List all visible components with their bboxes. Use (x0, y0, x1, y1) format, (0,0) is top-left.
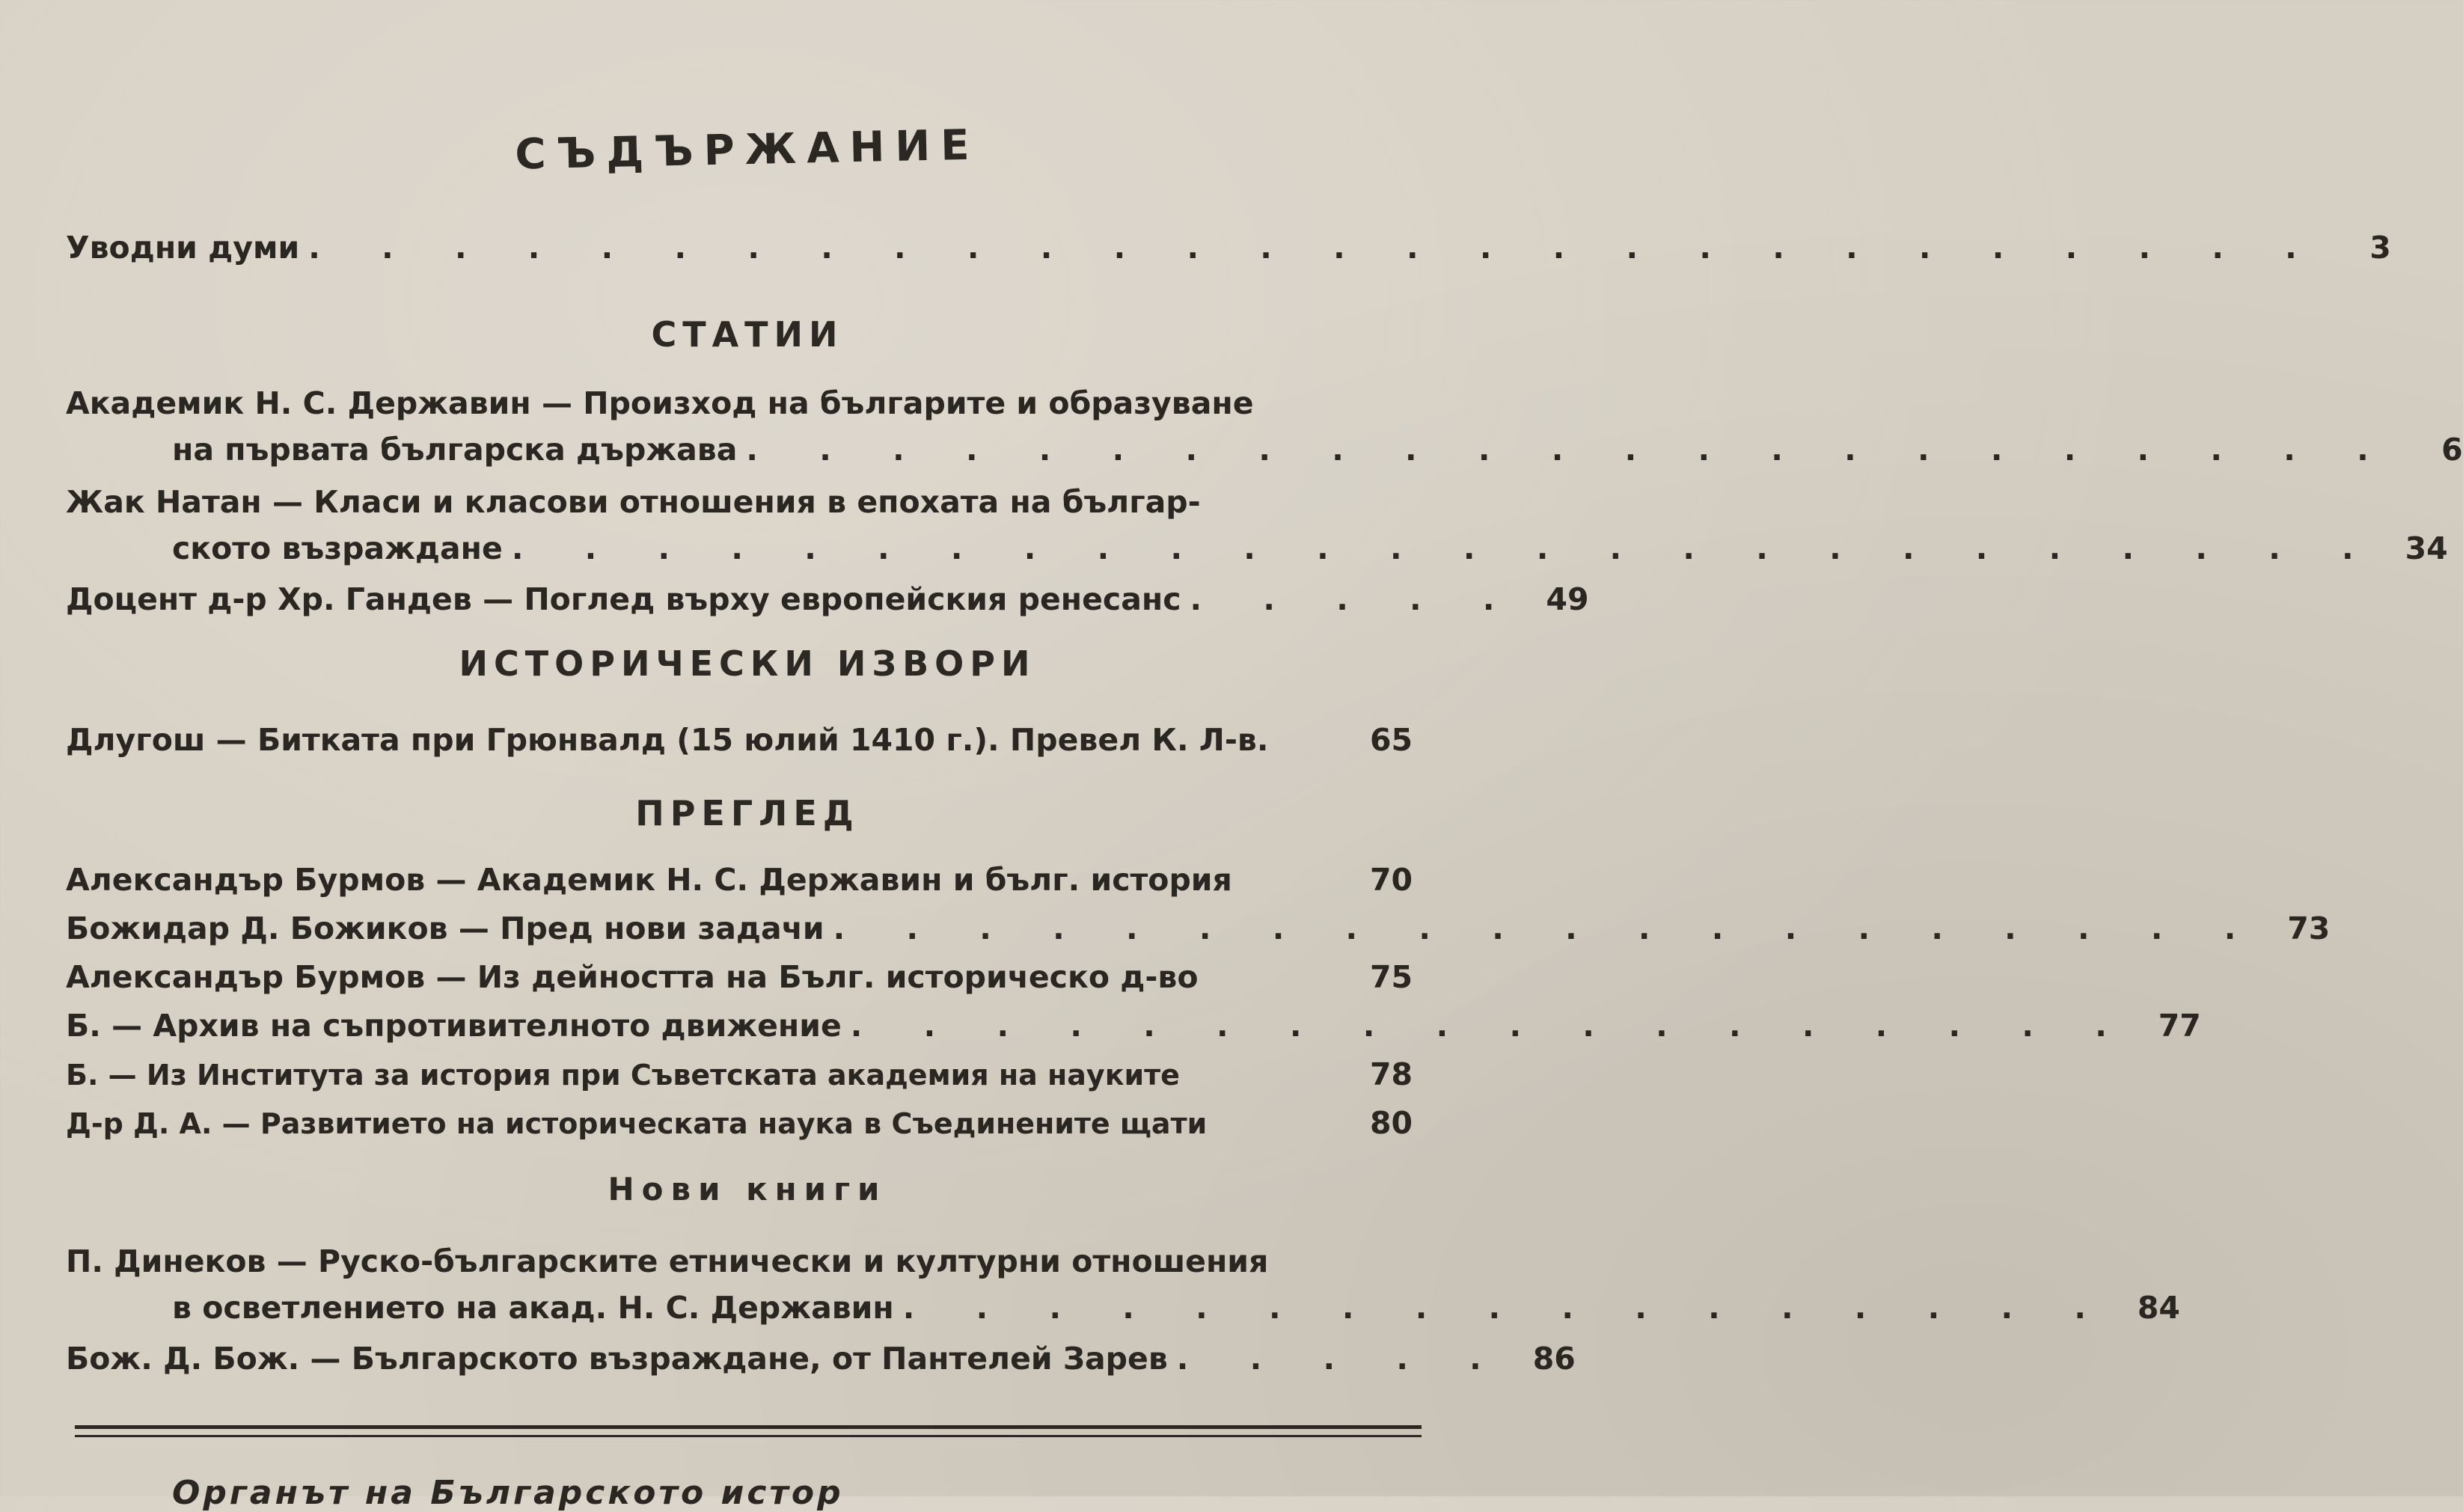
leader-dots: . . . . . . . . . . . . . . . . . . . . . . . (746, 432, 2394, 468)
page-number: 49 (1546, 581, 1589, 617)
toc-entry (66, 1238, 2180, 1331)
entry-text: Божидар Д. Божиков — Пред нови задачи (66, 910, 824, 946)
entry-text: Д-р Д. А. — Развитието на историческата наука в Съединените щати (66, 1107, 1208, 1140)
leader-dots: . . . . . (1176, 1341, 1507, 1377)
divider-rule (75, 1435, 1422, 1437)
toc-entry (66, 380, 2463, 473)
toc-entry (66, 576, 1589, 622)
section-heading-review: ПРЕГЛЕД (635, 793, 860, 833)
leader-dots: . . . . . (1190, 581, 1520, 617)
toc-entry (66, 717, 1413, 763)
entry-text: Уводни думи (66, 230, 300, 266)
page-number: 6 (2441, 432, 2463, 468)
entry-text: Б. — Архив на съпротивителното движение (66, 1008, 842, 1044)
toc-entry (66, 1335, 1576, 1382)
toc-entry (66, 905, 2331, 952)
toc-entry (66, 857, 1413, 903)
section-heading-sources: ИСТОРИЧЕСКИ ИЗВОРИ (459, 643, 1036, 684)
page-number: 80 (1369, 1105, 1413, 1141)
page-number: 34 (2405, 530, 2448, 566)
page-number: 86 (1532, 1341, 1576, 1377)
entry-text: Длугош — Битката при Грюнвалд (15 юлий 1410 г.). Превел К. Л-в. (66, 722, 1269, 758)
divider-rule (75, 1425, 1422, 1429)
toc-entry (66, 479, 2448, 572)
page-number: 78 (1369, 1056, 1413, 1092)
entry-text: Александър Бурмов — Академик Н. С. Державин и бълг. история (66, 862, 1232, 898)
entry-text-cont: на първата българска държава (172, 432, 738, 468)
leader-dots: . . . . . . . . . . . . . . . . . . . . . . . . . . (511, 530, 2379, 566)
entry-text-cont: в осветлението на акад. Н. С. Державин (172, 1290, 894, 1326)
toc-entry (66, 1100, 1413, 1147)
leader-dots: . . . . . . . . . . . . . . . . . (902, 1290, 2111, 1326)
footer-text: Органът на Българското истор (172, 1474, 844, 1512)
entry-text: Б. — Из Института за история при Съветската академия на науките (66, 1059, 1180, 1092)
entry-text: Жак Натан — Класи и класови отношения в епохата на българ- (66, 484, 1201, 520)
entry-text-cont: ското възраждане (172, 530, 503, 566)
entry-text: П. Динеков — Руско-българските етнически и културни отношения (66, 1243, 1269, 1279)
intro-entry (66, 224, 2391, 271)
leader-dots: . . . . . . . . . . . . . . . . . . (850, 1008, 2132, 1044)
page-number: 70 (1369, 862, 1413, 898)
page-number: 75 (1369, 959, 1413, 995)
entry-text: Бож. Д. Бож. — Българското възраждане, от Пантелей Зарев (66, 1341, 1168, 1377)
page-number: 65 (1369, 722, 1413, 758)
page-title: СЪДЪРЖАНИЕ (514, 120, 981, 180)
toc-entry (66, 1003, 2201, 1049)
entry-text: Александър Бурмов — Из дейността на Бълг. историческо д-во (66, 959, 1199, 995)
leader-dots: . . . . . . . . . . . . . . . . . . . . (833, 910, 2262, 946)
section-heading-books: Нови книги (608, 1171, 887, 1208)
page-number: 77 (2158, 1008, 2201, 1044)
leader-dots: . . . . . . . . . . . . . . . . . . . . . . . . . . . . (308, 230, 2322, 266)
entry-text: Доцент д-р Хр. Гандев — Поглед върху европейския ренесанс (66, 581, 1181, 617)
page-number: 84 (2137, 1290, 2180, 1326)
page-number: 3 (2369, 230, 2391, 266)
section-heading-articles: СТАТИИ (651, 314, 844, 355)
toc-entry (66, 1051, 1413, 1098)
toc-entry (66, 954, 1413, 1000)
page-number: 73 (2287, 910, 2331, 946)
entry-text: Академик Н. С. Державин — Произход на българите и образуване (66, 385, 1254, 421)
